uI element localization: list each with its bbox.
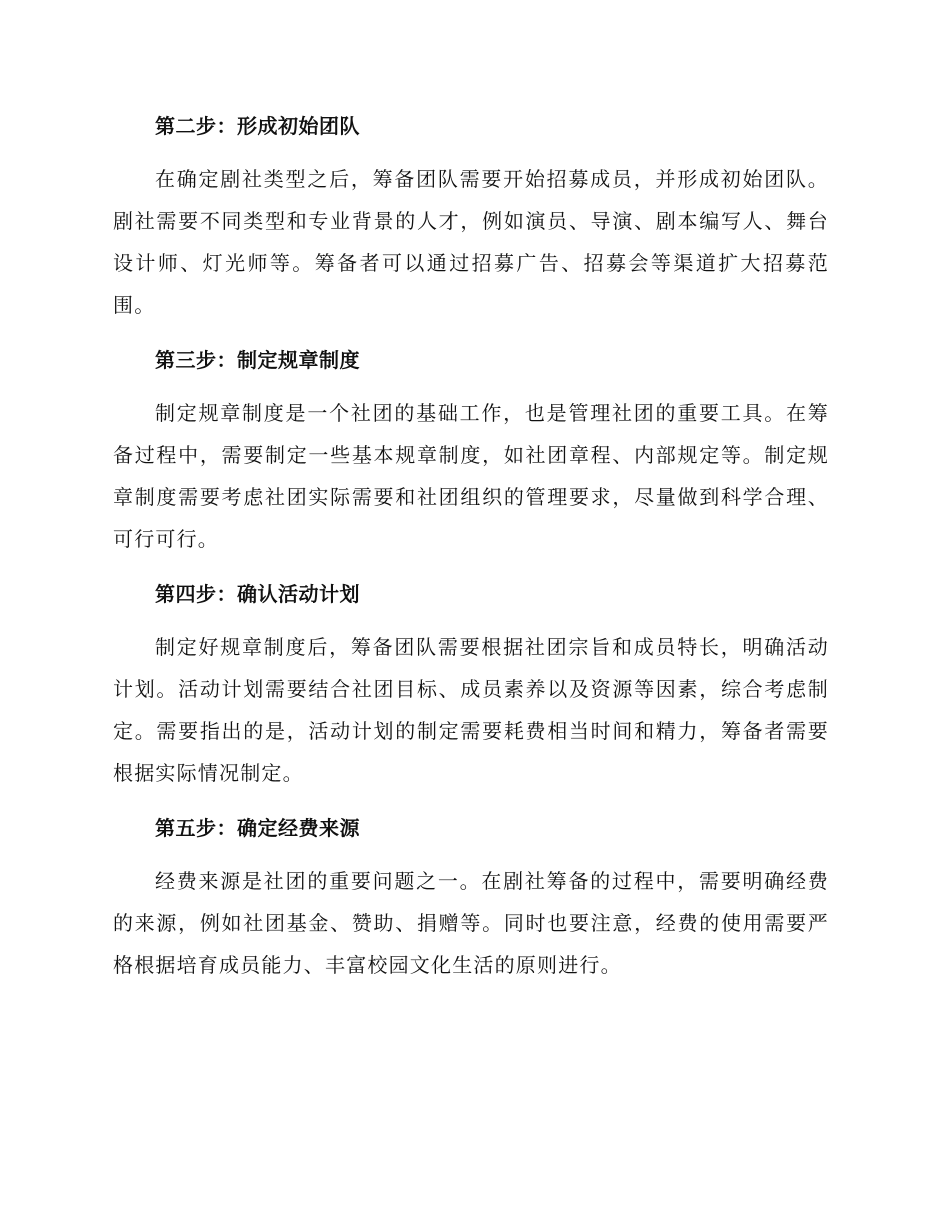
section-heading: 第五步：确定经费来源 xyxy=(155,816,360,840)
section-paragraph: 在确定剧社类型之后，筹备团队需要开始招募成员，并形成初始团队。剧社需要不同类型和专业背景的人才，例如演员、导演、剧本编写人、舞台设计师、灯光师等。筹备者可以通过招募广告、招募会等渠道扩大招募范围。 xyxy=(113,167,829,317)
section-paragraph: 制定规章制度是一个社团的基础工作，也是管理社团的重要工具。在筹备过程中，需要制定一些基本规章制度，如社团章程、内部规定等。制定规章制度需要考虑社团实际需要和社团组织的管理要求，尽量做到科学合理、可行可行。 xyxy=(113,401,829,551)
section-step-4 xyxy=(113,574,829,794)
section-heading: 第四步：确认活动计划 xyxy=(155,582,360,606)
section-paragraph: 经费来源是社团的重要问题之一。在剧社筹备的过程中，需要明确经费的来源，例如社团基金、赞助、捐赠等。同时也要注意，经费的使用需要严格根据培育成员能力、丰富校园文化生活的原则进行。 xyxy=(113,869,829,977)
document-content xyxy=(113,106,829,1000)
section-step-3 xyxy=(113,340,829,560)
section-step-2 xyxy=(113,106,829,326)
section-heading: 第二步：形成初始团队 xyxy=(155,114,360,138)
section-paragraph: 制定好规章制度后，筹备团队需要根据社团宗旨和成员特长，明确活动计划。活动计划需要结合社团目标、成员素养以及资源等因素，综合考虑制定。需要指出的是，活动计划的制定需要耗费相当时间和精力，筹备者需要根据实际情况制定。 xyxy=(113,635,829,785)
section-heading: 第三步：制定规章制度 xyxy=(155,348,360,372)
section-step-5 xyxy=(113,808,829,986)
